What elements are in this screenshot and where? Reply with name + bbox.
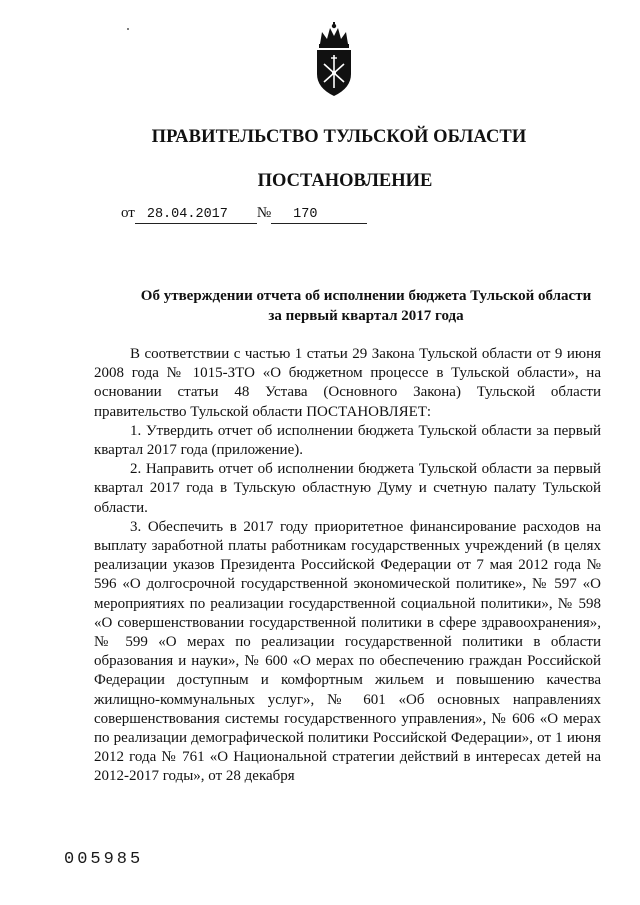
paragraph-item-2: 2. Направить отчет об исполнении бюджета Тульской области за первый квартал 2017 года в Тульскую областную Думу и счетную палату Тульской области. xyxy=(94,461,601,516)
subject-line-2: за первый квартал 2017 года xyxy=(268,308,464,324)
document-type: ПОСТАНОВЛЕНИЕ xyxy=(257,171,433,191)
date-value: 28.04.2017 xyxy=(135,207,257,224)
subject-heading xyxy=(126,286,606,326)
paragraph-item-1: 1. Утвердить отчет об исполнении бюджета Тульской области за первый квартал 2017 года (приложение). xyxy=(94,422,601,459)
government-title: ПРАВИТЕЛЬСТВО ТУЛЬСКОЙ ОБЛАСТИ xyxy=(151,127,527,147)
number-prefix: № xyxy=(256,205,272,221)
date-prefix: от xyxy=(121,205,135,221)
sheet-number: 005985 xyxy=(64,850,144,869)
scan-speck xyxy=(127,28,129,30)
body-text xyxy=(94,345,601,787)
date-number-line xyxy=(121,205,367,224)
subject-line-1: Об утверждении отчета об исполнении бюджета Тульской области xyxy=(140,288,592,304)
paragraph-item-3: 3. Обеспечить в 2017 году приоритетное финансирование расходов на выплату заработной платы работникам государственных учреждений (в целях реализации указов Президента Российской Федерации от 7 мая 2012 года № 596 «О долгосрочной государственной экономической политике», № 597 «О мероприятиях по реализации государственной социальной политики», № 598 «О совершенствовании государственной политики в сфере здравоохранения», № 599 «О мерах по реализации государственной политики в области образования и науки», № 600 «О мерах по обеспечению граждан Российской Федерации доступным и комфортным жильем и повышению качества жилищно-коммунальных услуг», № 601 «Об основных направлениях совершенствования системы государственного управления», № 606 «О мерах по реализации демографической политики Российской Федерации», от 1 июня 2012 года № 761 «О Национальной стратегии действий в интересах детей на 2012-2017 годы», от 28 декабря xyxy=(94,518,601,785)
paragraph-preamble: В соответствии с частью 1 статьи 29 Закона Тульской области от 9 июня 2008 года № 1015-ЗТО «О бюджетном процессе в Тульской области», на основании статьи 48 Устава (Основного Закона) Тульской области правительство Тульской области ПОСТАНОВЛЯЕТ: xyxy=(94,346,601,420)
coat-of-arms-icon xyxy=(312,22,356,98)
number-value: 170 xyxy=(271,207,367,224)
